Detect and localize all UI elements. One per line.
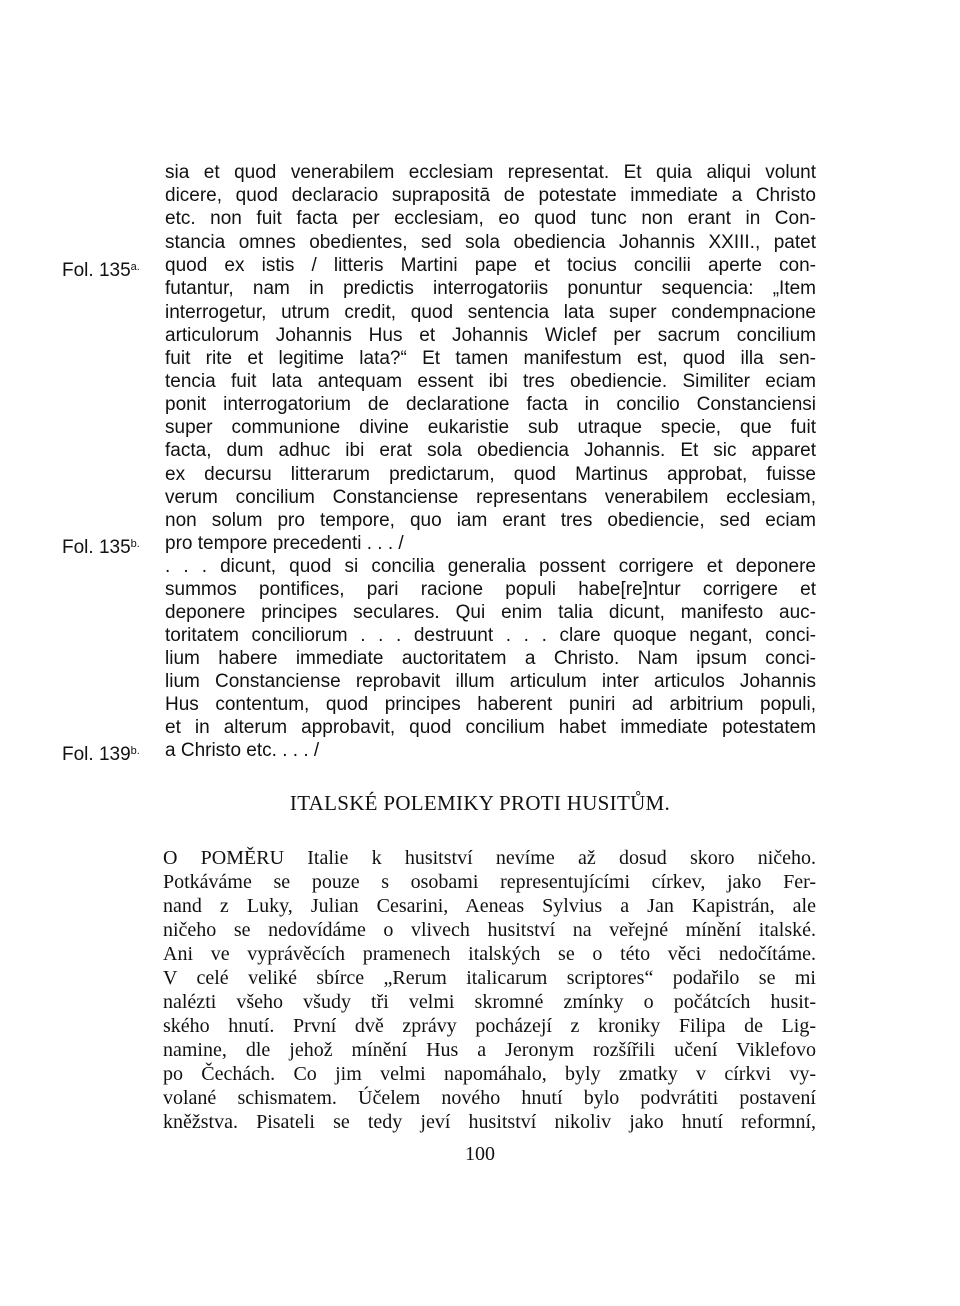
latin-line: Hus contentum, quod principes haberent puniri ad arbitrium populi, (165, 694, 816, 715)
latin-line: stancia omnes obedientes, sed sola obediencia Johannis XXIII., patet (165, 232, 816, 253)
czech-line: V celé veliké sbírce „Rerum italicarum scriptores“ podařilo se mi (163, 967, 816, 989)
folio-note-135a (62, 256, 140, 282)
latin-line: super communione divine eukaristie sub utraque specie, que fuit (165, 417, 816, 438)
latin-line: . . . dicunt, quod si concilia generalia possent corrigere et deponere (165, 556, 816, 577)
czech-line: namine, dle jehož mínění Hus a Jeronym rozšířili učení Viklefovo (163, 1039, 816, 1061)
czech-line: nalézti všeho všudy tři velmi skromné zmínky o počátcích husit- (163, 991, 816, 1013)
latin-line: pro tempore precedenti . . . / (165, 533, 404, 554)
latin-line: quod ex istis / litteris Martini pape et tocius concilii aperte con- (165, 255, 816, 276)
czech-line: Potkáváme se pouze s osobami representujícími církev, jako Fer- (163, 871, 816, 893)
latin-line: fuit rite et legitime lata?“ Et tamen manifestum est, quod illa sen- (165, 348, 816, 369)
czech-line: ničeho se nedovídáme o vlivech husitství na veřejné mínění italské. (163, 919, 816, 941)
section-heading: ITALSKÉ POLEMIKY PROTI HUSITŮM. (289, 791, 671, 815)
folio-note-139b (62, 740, 140, 766)
latin-line: verum concilium Constanciense representans venerabilem ecclesiam, (165, 487, 816, 508)
latin-line: lium Constanciense reprobavit illum articulum inter articulos Johannis (165, 671, 816, 692)
latin-line: sia et quod venerabilem ecclesiam representat. Et quia aliqui volunt (165, 162, 816, 183)
latin-line: futantur, nam in predictis interrogatoriis ponuntur sequencia: „Item (165, 278, 816, 299)
latin-line: etc. non fuit facta per ecclesiam, eo quod tunc non erant in Con- (165, 208, 816, 229)
folio-suffix: b. (130, 745, 140, 757)
latin-line: ex decursu litterarum predictarum, quod Martinus approbat, fuisse (165, 464, 816, 485)
latin-line: a Christo etc. . . . / (165, 740, 320, 761)
latin-line: facta, dum adhuc ibi erat sola obediencia Johannis. Et sic apparet (165, 440, 816, 461)
folio-note-135b (62, 533, 140, 559)
latin-line: articulorum Johannis Hus et Johannis Wiclef per sacrum concilium (165, 325, 816, 346)
czech-line: po Čechách. Co jim velmi napomáhalo, byly zmatky v církvi vy- (163, 1063, 816, 1085)
czech-line: O POMĚRU Italie k husitství nevíme až dosud skoro ničeho. (163, 847, 816, 869)
czech-line: volané schismatem. Účelem nového hnutí bylo podvrátiti postavení (163, 1087, 816, 1109)
czech-line: nand z Luky, Julian Cesarini, Aeneas Sylvius a Jan Kapistrán, ale (163, 895, 816, 917)
page-number: 100 (465, 1143, 495, 1165)
czech-line: Ani ve vyprávěcích pramenech italských se o této věci nedočítáme. (163, 943, 816, 965)
folio-suffix: b. (130, 538, 140, 550)
latin-line: lium habere immediate auctoritatem a Christo. Nam ipsum conci- (165, 648, 816, 669)
latin-line: ponit interrogatorium de declaratione facta in concilio Constanciensi (165, 394, 816, 415)
latin-line: tencia fuit lata antequam essent ibi tres obediencie. Similiter eciam (165, 371, 816, 392)
folio-suffix: a. (130, 261, 140, 273)
latin-line: non solum pro tempore, quo iam erant tres obediencie, sed eciam (165, 510, 816, 531)
latin-line: dicere, quod declaracio suprapositā de potestate immediate a Christo (165, 185, 816, 206)
folio-label: Fol. 135 (62, 537, 131, 558)
latin-line: toritatem conciliorum . . . destruunt . . . clare quoque negant, conci- (165, 625, 816, 646)
latin-line: deponere principes seculares. Qui enim talia dicunt, manifesto auc- (165, 602, 816, 623)
latin-line: interrogetur, utrum credit, quod sentencia lata super condempnacione (165, 302, 816, 323)
latin-line: et in alterum approbavit, quod concilium habet immediate potestatem (165, 717, 816, 738)
folio-label: Fol. 139 (62, 744, 131, 765)
czech-line: kněžstva. Pisateli se tedy jeví husitství nikoliv jako hnutí reformní, (163, 1111, 816, 1133)
folio-label: Fol. 135 (62, 260, 131, 281)
latin-line: summos pontifices, pari racione populi habe[re]ntur corrigere et (165, 579, 816, 600)
czech-line: ského hnutí. První dvě zprávy pocházejí z kroniky Filipa de Lig- (163, 1015, 816, 1037)
